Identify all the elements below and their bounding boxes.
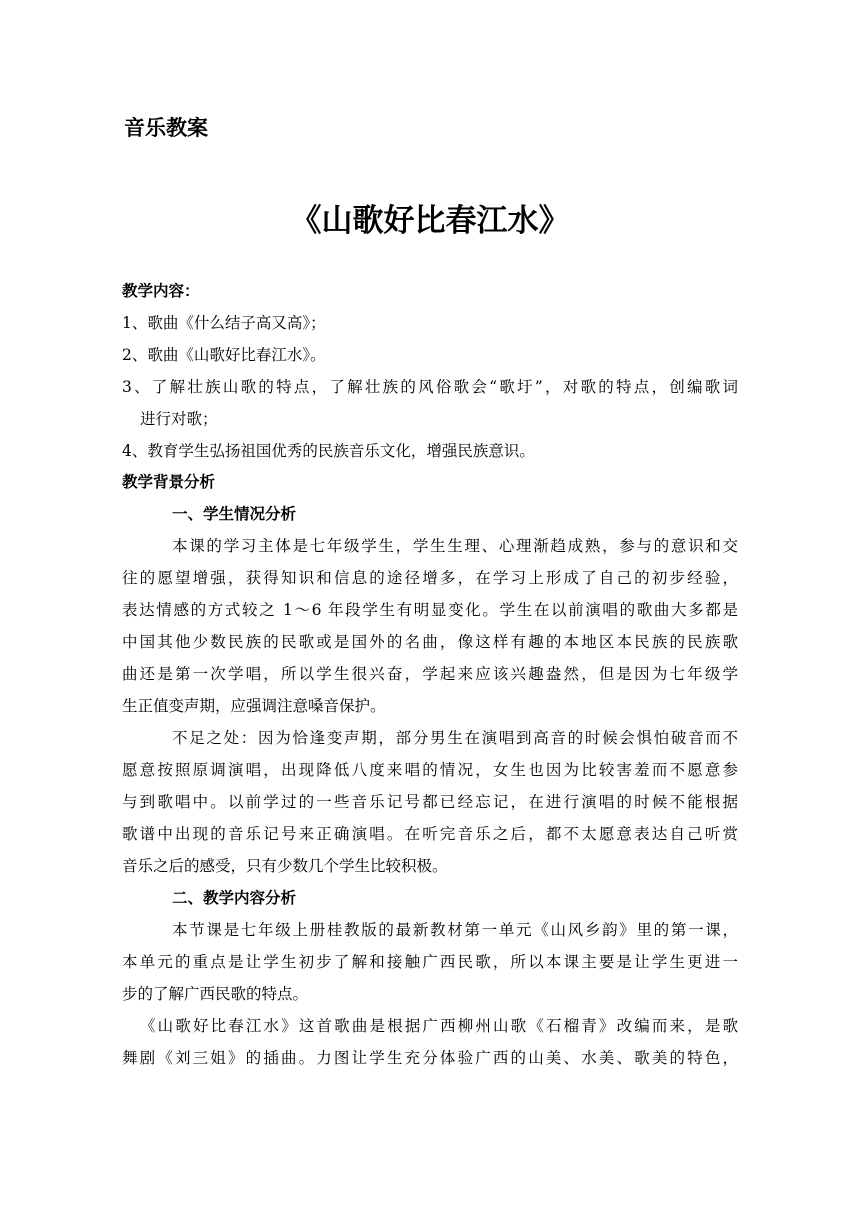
content-item: 2、歌曲《山歌好比春江水》。 xyxy=(122,346,326,364)
paragraph-line: 《山歌好比春江水》这首歌曲是根据广西柳州山歌《石榴青》改编而来，是歌 xyxy=(140,1017,738,1035)
content-item: 3、了解壮族山歌的特点，了解壮族的风俗歌会“歌圩”，对歌的特点，创编歌词 xyxy=(122,378,738,396)
paragraph-line: 本单元的重点是让学生初步了解和接触广西民歌，所以本课主要是让学生更进一 xyxy=(122,953,738,971)
content-heading: 教学内容： xyxy=(122,282,200,300)
section2-heading: 二、教学内容分析 xyxy=(172,889,297,907)
paragraph-line: 不足之处：因为恰逢变声期，部分男生在演唱到高音的时候会惧怕破音而不 xyxy=(172,729,738,747)
content-item: 1、歌曲《什么结子高又高》； xyxy=(122,314,326,332)
paragraph-line: 歌谱中出现的音乐记号来正确演唱。在听完音乐之后，都不太愿意表达自己听赏 xyxy=(122,825,738,843)
content-item: 4、教育学生弘扬祖国优秀的民族音乐文化，增强民族意识。 xyxy=(122,442,535,460)
paragraph-line: 与到歌唱中。以前学过的一些音乐记号都已经忘记，在进行演唱的时候不能根据 xyxy=(122,793,738,811)
header-title: 音乐教案 xyxy=(124,116,208,140)
section1-heading: 一、学生情况分析 xyxy=(172,505,297,523)
content-item-continued: 进行对歌； xyxy=(140,410,218,428)
main-title: 《山歌好比春江水》 xyxy=(290,203,570,239)
paragraph-line: 步的了解广西民歌的特点。 xyxy=(122,985,309,1003)
paragraph-line: 生正值变声期，应强调注意嗓音保护。 xyxy=(122,697,386,715)
paragraph-line: 舞剧《刘三姐》的插曲。力图让学生充分体验广西的山美、水美、歌美的特色， xyxy=(122,1049,738,1067)
paragraph-line: 本节课是七年级上册桂教版的最新教材第一单元《山风乡韵》里的第一课， xyxy=(172,921,738,939)
paragraph-line: 愿意按照原调演唱，出现降低八度来唱的情况，女生也因为比较害羞而不愿意参 xyxy=(122,761,738,779)
paragraph-line: 曲还是第一次学唱，所以学生很兴奋，学起来应该兴趣盎然，但是因为七年级学 xyxy=(122,665,738,683)
paragraph-line: 音乐之后的感受，只有少数几个学生比较积极。 xyxy=(122,857,448,875)
paragraph-line: 中国其他少数民族的民歌或是国外的名曲，像这样有趣的本地区本民族的民族歌 xyxy=(122,633,738,651)
background-heading: 教学背景分析 xyxy=(122,473,216,491)
paragraph-line: 表达情感的方式较之 1～6 年段学生有明显变化。学生在以前演唱的歌曲大多都是 xyxy=(122,601,738,619)
paragraph-line: 往的愿望增强，获得知识和信息的途径增多，在学习上形成了自己的初步经验， xyxy=(122,569,738,587)
paragraph-line: 本课的学习主体是七年级学生，学生生理、心理渐趋成熟，参与的意识和交 xyxy=(172,537,738,555)
